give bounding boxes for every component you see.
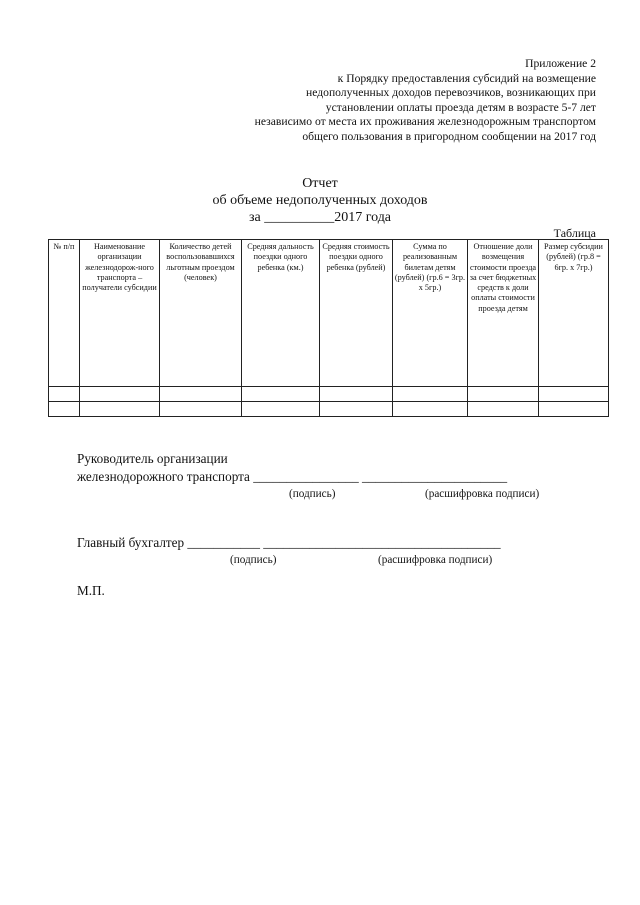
table-cell[interactable]: [160, 387, 242, 402]
table-cell[interactable]: [49, 387, 80, 402]
appendix-line: недополученных доходов перевозчиков, возникающих при: [306, 86, 596, 100]
report-table: [48, 239, 609, 417]
table-cell[interactable]: [242, 387, 320, 402]
column-header-number: № п/п: [49, 240, 80, 387]
appendix-line: Приложение 2: [525, 57, 596, 70]
column-header-ratio: Отношение доли возмещения стоимости проезда за счет бюджетных средств к доли оплаты стоимости проезда детям: [468, 240, 539, 387]
table-cell[interactable]: [320, 402, 393, 417]
accountant-decode-caption: (расшифровка подписи): [378, 554, 493, 566]
table-label: Таблица: [553, 226, 596, 240]
table-cell[interactable]: [393, 387, 468, 402]
column-header-subsidy-amount: Размер субсидии (рублей) (гр.8 = 6гр. х 7гр.): [539, 240, 609, 387]
stamp-label: М.П.: [77, 583, 105, 598]
head-signature-line[interactable]: железнодорожного транспорта ________________ ______________________: [77, 469, 508, 484]
table-cell[interactable]: [468, 387, 539, 402]
column-header-avg-distance: Средняя дальность поездки одного ребенка (км.): [242, 240, 320, 387]
appendix-line: независимо от места их проживания железнодорожным транспортом: [254, 115, 596, 129]
head-signature-caption: (подпись): [289, 488, 336, 500]
table-cell[interactable]: [539, 402, 609, 417]
table-cell[interactable]: [80, 402, 160, 417]
table-header-row: [49, 240, 609, 387]
report-subtitle: об объеме недополученных доходов: [212, 193, 428, 208]
table-cell[interactable]: [80, 387, 160, 402]
table-row: [49, 402, 609, 417]
head-title-line1: Руководитель организации: [77, 451, 228, 466]
column-header-children-count: Количество детей воспользовавшихся льготным проездом (человек): [160, 240, 242, 387]
appendix-line: общего пользования в пригородном сообщении на 2017 год: [302, 129, 596, 143]
appendix-header: [255, 57, 596, 145]
appendix-line: установлении оплаты проезда детям в возрасте 5-7 лет: [325, 100, 596, 114]
table-cell[interactable]: [49, 402, 80, 417]
column-header-avg-cost: Средняя стоимость поездки одного ребенка (рублей): [320, 240, 393, 387]
table-row: [49, 387, 609, 402]
report-title-block: [0, 175, 640, 226]
table-cell[interactable]: [539, 387, 609, 402]
table-cell[interactable]: [393, 402, 468, 417]
table-cell[interactable]: [242, 402, 320, 417]
table-cell[interactable]: [468, 402, 539, 417]
table-cell[interactable]: [160, 402, 242, 417]
column-header-ticket-sum: Сумма по реализованным билетам детям (рублей) (гр.6 = 3гр. х 5гр.): [393, 240, 468, 387]
accountant-signature-caption: (подпись): [230, 554, 277, 566]
report-period: за __________2017 года: [248, 210, 392, 225]
table-cell[interactable]: [320, 387, 393, 402]
accountant-signature-line[interactable]: Главный бухгалтер ___________ ____________________________________: [77, 535, 501, 550]
report-title: Отчет: [302, 176, 338, 191]
appendix-line: к Порядку предоставления субсидий на возмещение: [337, 71, 596, 85]
column-header-organization: Наименование организации железнодорож-ного транспорта – получатели субсидии: [80, 240, 160, 387]
head-decode-caption: (расшифровка подписи): [425, 488, 540, 500]
